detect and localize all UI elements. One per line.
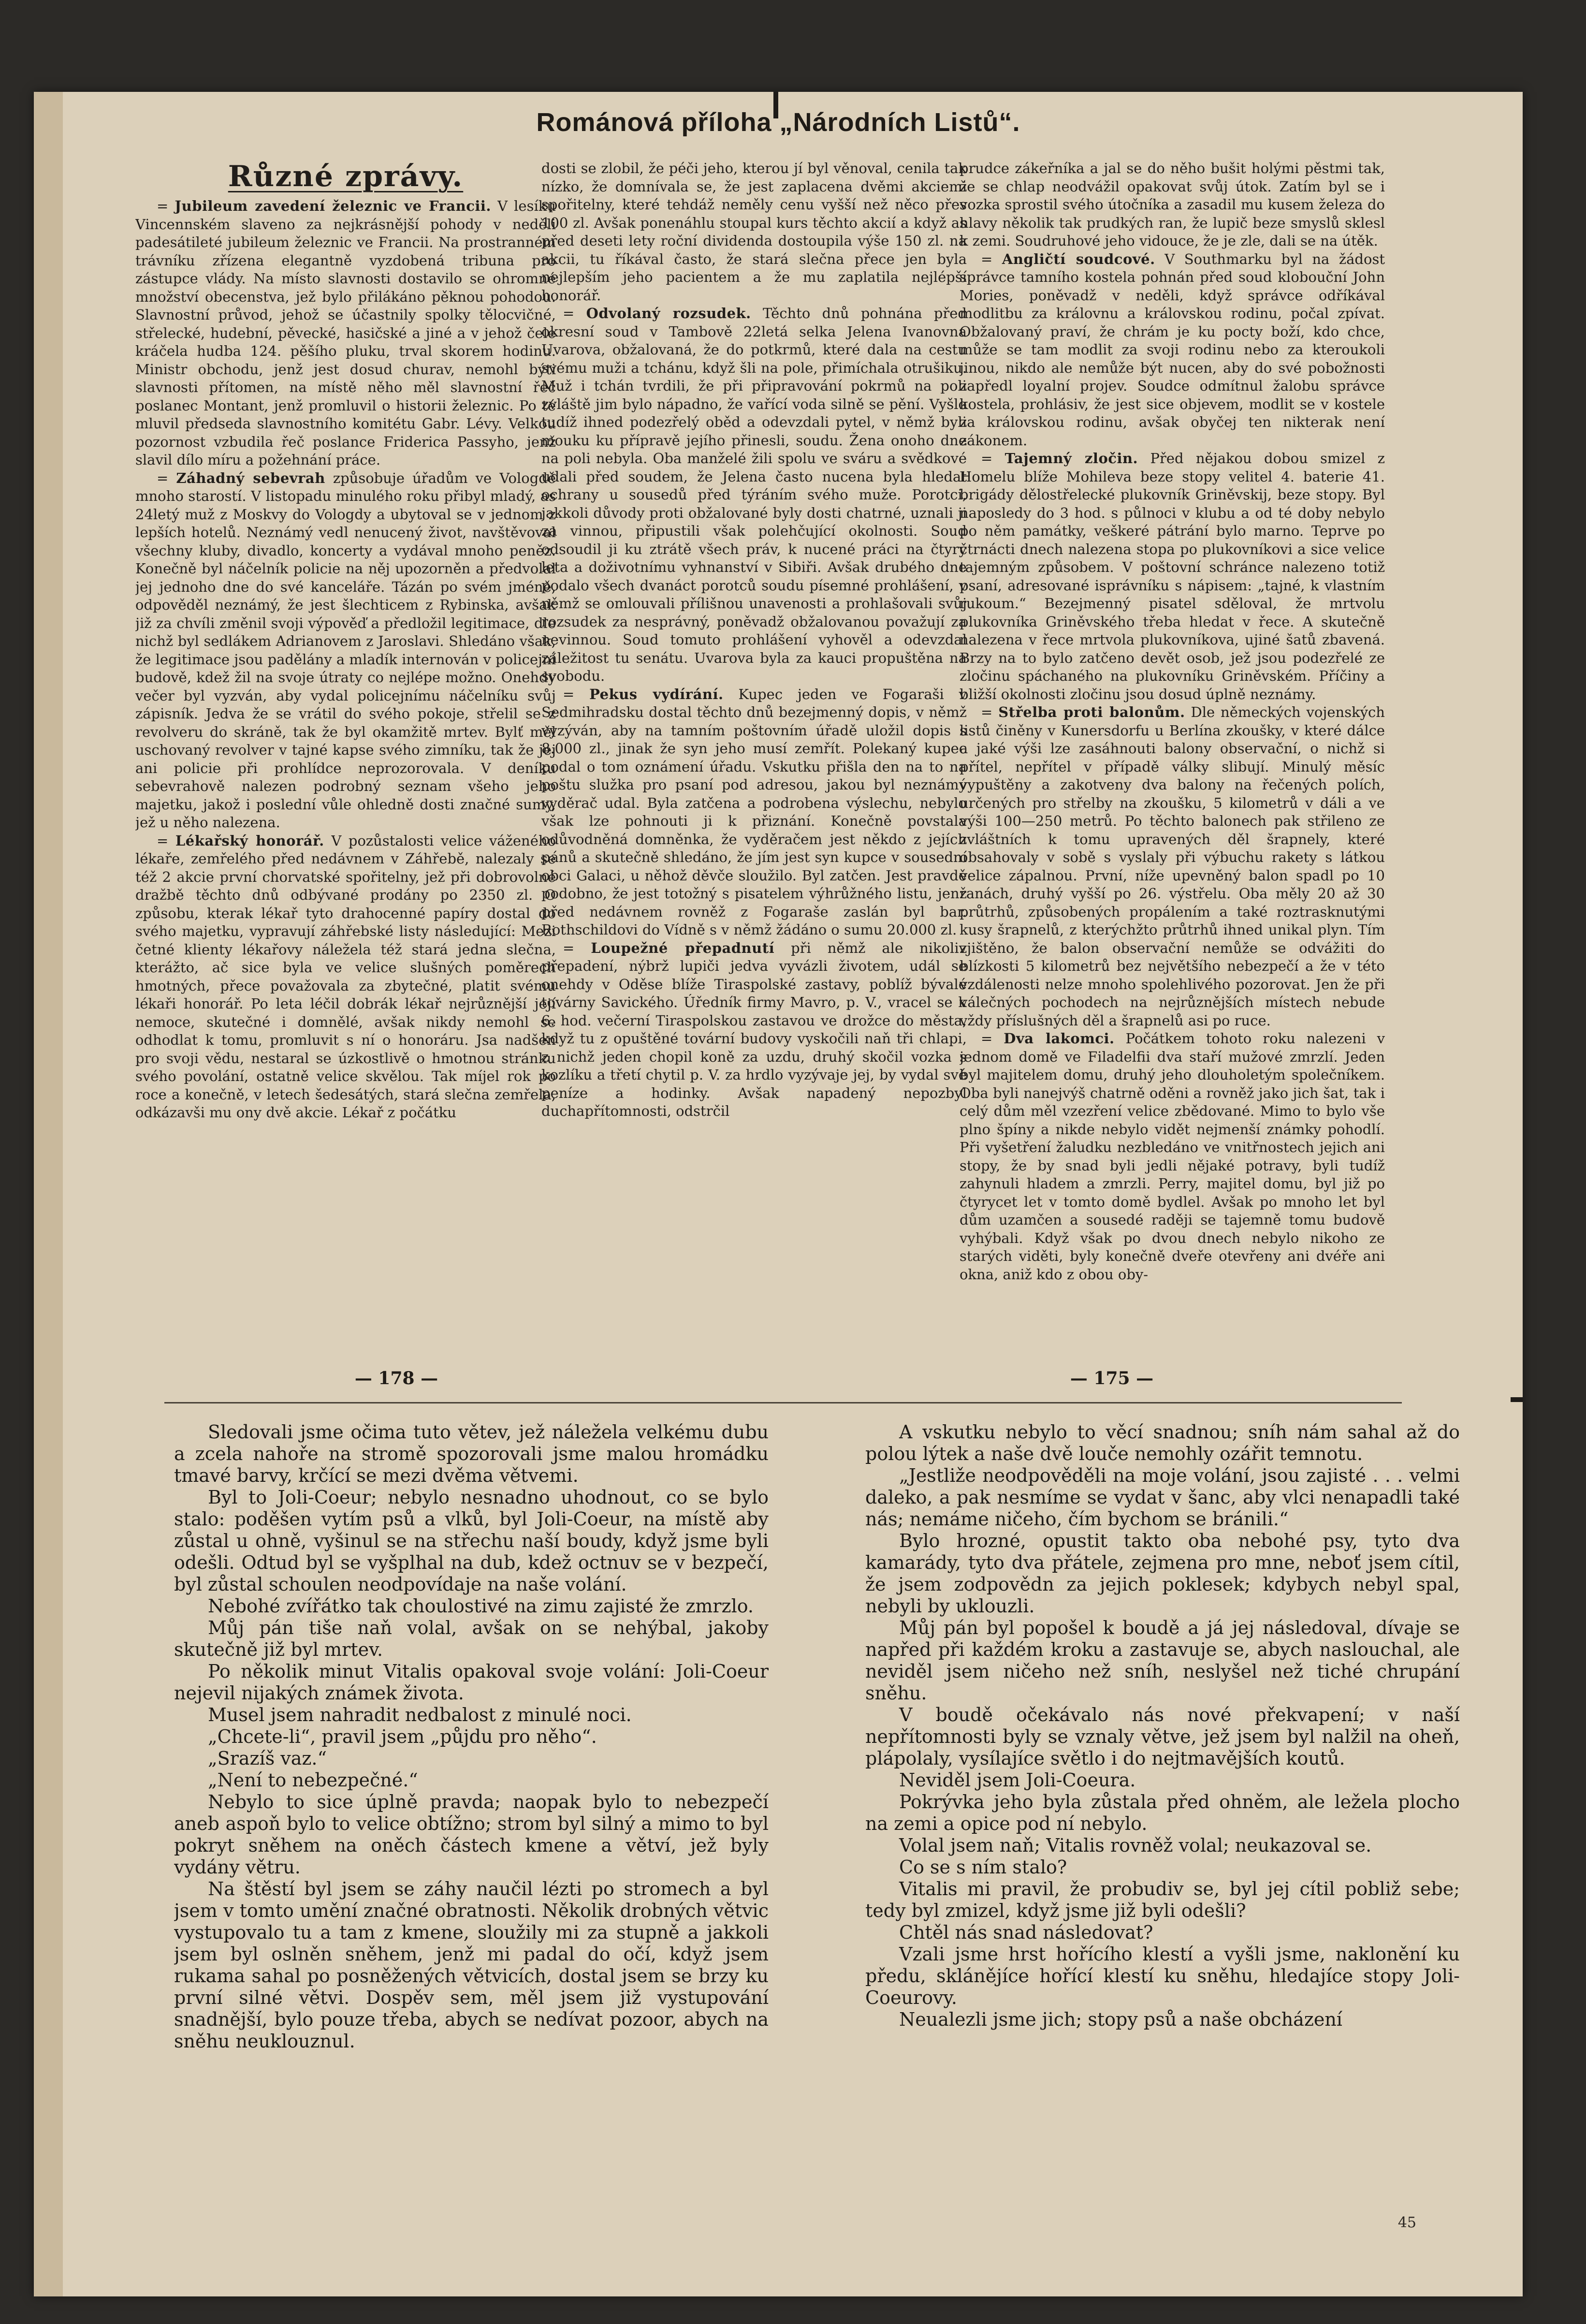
novel-paragraph: Po několik minut Vitalis opakoval svoje volání: Joli-Coeur nejevil nijakých známek života. — [174, 1661, 769, 1704]
novel-paragraph: Můj pán byl popošel k boudě a já jej následoval, dívaje se napřed při každém kroku a zastavuje se, abych naslouchal, ale neviděl jsem ničeho než sníh, neslyšel než tiché chrupání sněhu. — [865, 1617, 1460, 1704]
news-item-text: dosti se zlobil, že péči jeho, kterou jí byl věnoval, cenila tak nízko, že domnívala se, že jest zaplacena dvěmi akciemi spořitelny, které tehdáž neměly cenu vyšší než něco přes 100 zl. Avšak ponenáhlu stoupal kurs těchto akcií a když as před deseti lety roční dividenda dostoupila výše 150 zl. na akcii, tu říkával často, že stará slečna přece jen byla nejlepším jeho pacientem a že mu zaplatila nejlépší honorář. — [541, 160, 967, 304]
news-column-2 — [541, 160, 967, 1359]
fold-rule — [164, 1402, 1402, 1403]
newspaper-page — [34, 92, 1523, 2296]
novel-paragraph: Chtěl nás snad následovat? — [899, 1922, 1153, 1943]
novel-paragraph: Neualezli jsme jich; stopy psů a naše obcházení — [899, 2009, 1342, 2030]
news-item: = Tajemný zločin. Před nějakou dobou smizel z Homelu blíže Mohileva beze stopy velitel 4. baterie 41. brigády dělostřelecké plukovník Griněvskij, beze stopy. Byl naposledy do 3 hod. s půlnoci v klubu a od té doby nebylo po něm památky, veškeré pátrání bylo marno. Teprve po čtrnácti dnech nalezena stopa po plukovníkovi a sice velice tajemným způsobem. V poštovní schránce nalezeno totiž psaní, adresované isprávníku s nápisem: „tajné, k vlastním rukoum.“ Bezejmenný pisatel sděloval, že mrtvolu plukovníka Griněvského třeba hledat v řece. A skutečně nalezena v řece mrtvola plukovníkova, ujiné šatů zbavená. Brzy na to bylo zatčeno devět osob, jež jsou podezřelé ze zločinu spáchaného na plukovníku Griněvském. Příčiny a bližší okolnosti zločinu jsou dosud úplně neznámy. — [960, 450, 1385, 702]
news-item-text: V Southmarku byl na žádost správce tamního kostela pohnán před soud klobouční John Mories, poněvadž v neděli, když správce odříkával modlitbu za královnu a královskou rodinu, počal zpívat. Obžalovaný praví, že chrám je ku pocty boží, kdo chce, může se tam modlit za svoji rodinu nebo za kteroukoli jinou, nikdo ale nemůže být nucen, aby do své pobožnosti zapředl loyalní projev. Soudce odmítnul žalobu správce kostela, prohlásiv, že jest sice objevem, modlit se v kostele za královskou rodinu, avšak obyčej ten nikterak není zákonem. — [960, 250, 1385, 449]
news-item-title: Loupežné přepadnutí — [591, 939, 775, 956]
novel-paragraph: „Není to nebezpečné.“ — [208, 1769, 418, 1791]
novel-paragraph: Sledovali jsme očima tuto větev, jež náležela velkému dubu a zcela nahoře na stromě spozorovali jsme malou hromádku tmavé barvy, krčící se mezi dvěma větvemi. — [174, 1421, 769, 1486]
novel-paragraph: Volal jsem naň; Vitalis rovněž volal; neukazoval se. — [899, 1835, 1372, 1856]
novel-paragraph: Na štěstí byl jsem se záhy naučil lézti po stromech a byl jsem v tomto umění značné obratnosti. Několik drobných větvic vystupovalo tu a tam z kmene, sloužily mi za stupně a jakkoli jsem byl oslněn sněhem, jenž mi padal do očí, když jsem rukama sahal po posněžených větvicích, dostal jsem se brzy ku první silné větvi. Dospěv sem, měl jsem již vystupování snadnější, bylo pouze třeba, abych se nedívat pozoor, abych na sněhu neuklouznul. — [174, 1878, 769, 2052]
news-item-text: prudce zákeřníka a jal se do něho bušit holými pěstmi tak, že se chlap neodvážil opakovat svůj útok. Zatím byl se i vozka sprostil svého útočníka a zasadil mu kusem železa do hlavy několik tak prudkých ran, že lupič beze smyslů sklesl k zemi. Soudruhové jeho vidouce, že je zle, dali se na útěk. — [960, 160, 1385, 249]
novel-paragraph: Pokrývka jeho byla zůstala před ohněm, ale ležela plocho na zemi a opice pod ní nebylo. — [865, 1791, 1460, 1834]
news-item-title: Pekus vydírání. — [589, 686, 724, 702]
news-item-text: Počátkem tohoto roku nalezeni v jednom domě ve Filadelfii dva staří mužové zmrzlí. Jeden byl majitelem domu, druhý jeho dlouholetým společníkem. Oba byli nanejvýš chatrně oděni a rovněž jako jich šat, tak i celý dům měl vzezření velice zbědované. Mimo to bylo vše plno špíny a nikde nebylo vidět nejmenší známky pohodlí. Při vyšetření žaludku nezbledáno ve vnitřnostech jejich ani stopy, že by snad byli jedli nějaké potravy, byli tudíž zahynuli hladem a zmrzli. Perry, majitel domu, byl již po čtyrycet let v tomto domě bydlel. Avšak po mnoho let byl dům uzamčen a sousedé raději se tajemně tomu budově vyhýbali. Když však po dvou dnech nebylo nikoho ze starých viděti, byly konečně dveře otevřeny ani dvéře ani okna, aniž kdo z obou oby- — [960, 1030, 1385, 1283]
news-item: = Lékařský honorář. V pozůstalosti velice váženého lékaře, zemřelého před nedávnem v Záhřebě, nalezaly se též 2 akcie první chorvatské spořitelny, jež při dobrovolné dražbě těchto dnů odbývané prodány po 2350 zl. O způsobu, kterak lékař tyto drahocenné papíry dostal do svého majetku, vypravují záhřebské listy následující: Mezi četné klienty lékařovy náležela též stará jedna slečna, kterážto, ač sice byla ve velice slušných poměrech hmotných, přece považovala za zbytečné, platit svému lékaři honorář. Po leta léčil dobrák lékař nejrůznější její nemoce, skutečné i domnělé, avšak nikdy nemohl se odhodlat k tomu, promluvit s ní o honoráru. Jsa nadšen pro svoji vědu, nestaral se úzkostlivě o hmotnou stránku svého povolání, ostatně velice skvělou. Tak míjel rok po roce a konečně, v letech šedesátých, stará slečna zemřela, odkázavši mu ony dvě akcie. Lékař z počátku — [135, 832, 556, 1121]
news-item-text: V pozůstalosti velice váženého lékaře, zemřelého před nedávnem v Záhřebě, nalezaly se též 2 akcie první chorvatské spořitelny, jež při dobrovolné dražbě těchto dnů odbývané prodány po 2350 zl. O způsobu, kterak lékař tyto drahocenné papíry dostal do svého majetku, vypravují záhřebské listy následující: Mezi četné klienty lékařovy náležela též stará jedna slečna, kterážto, ač sice byla ve velice slušných poměrech hmotných, přece považovala za zbytečné, platit svému lékaři honorář. Po leta léčil dobrák lékař nejrůznější její nemoce, skutečné i domnělé, avšak nikdy nemohl se odhodlat k tomu, promluvit s ní o honoráru. Jsa nadšen pro svoji vědu, nestaral se úzkostlivě o hmotnou stránku svého povolání, ostatně velice skvělou. Tak míjel rok po roce a konečně, v letech šedesátých, stará slečna zemřela, odkázavši mu ony dvě akcie. Lékař z počátku — [135, 832, 556, 1121]
novel-paragraph: Bylo hrozné, opustit takto oba nebohé psy, tyto dva kamarády, tyto dva přátele, zejmena pro mne, neboť jsem cítil, že jsem zodpovědn za jejich poklesek; kdybych nebyl spal, nebyli by uklouzli. — [865, 1530, 1460, 1617]
page-edge-shadow — [34, 92, 63, 2296]
news-item-title: Dva lakomci. — [1004, 1030, 1115, 1047]
novel-paragraph: Neviděl jsem Joli-Coeura. — [899, 1769, 1136, 1791]
news-item-text: V lesíku Vincennském slaveno za nejkrásnější pohody v neděli padesátileté jubileum železnic ve Francii. Na prostranném trávníku zřízena elegantně vyzdobená tribuna pro zástupce vlády. Na místo slavnosti dostavilo se ohromné množství obecenstva, jež bylo přilákáno pěknou pohodou. Slavnostní průvod, jehož se účastnily spolky tělocvičné, střelecké, hudební, pěvecké, hasičské a jiné a v jehož čele kráčela hudba 124. pěšího pluku, trval skorem hodinu. Ministr obchodu, jenž jest dosud churav, nemohl býti slavnosti přítomen, na místě něho měl slavnostní řeč poslanec Montant, jenž promluvil o historii železnic. Po té mluvil předseda slavnostního komitétu Gabr. Lévy. Velkou pozornost vzbudila řeč poslance Friderica Passyho, jenž slavil dílo míru a požehnání práce. — [135, 198, 556, 468]
news-item: = Pekus vydírání. Kupec jeden ve Fogaraši v Sedmihradsku dostal těchto dnů bezejmenný dopis, v němž vyzýván, aby na tamním poštovním úřadě uložil dopis s 8.000 zl., jinak že syn jeho musí zemřít. Polekaný kupec podal o tom oznámení úřadu. Vskutku přišla den na to na poštu služka pro psaní pod adresou, jakou byl neznámý vyděrač udal. Byla zatčena a podrobena výslechu, nebylo však lze pohnouti ji k přiznání. Konečně povstala odůvodněná domněnka, že vyděračem jest někdo z jejích pánů a skutečně shledáno, že jím jest syn kupce v sousední obci Galaci, u něhož děvče sloužilo. Byl zatčen. Jest pravdě podobno, že jest totožný s pisatelem výhrůžného listu, jenž před nedávnem rovněž z Fogaraše zaslán byl bar. Rothschildovi do Vídně s v němž žádáno o sumu 20.000 zl. — [541, 686, 967, 938]
news-item-title: Angličtí soudcové. — [1002, 250, 1155, 267]
novel-paragraph: Co se s ním stalo? — [899, 1856, 1067, 1878]
news-item: = Jubileum zavedení železnic ve Francii. V lesíku Vincennském slaveno za nejkrásnější pohody v neděli padesátileté jubileum železnic ve Francii. Na prostranném trávníku zřízena elegantně vyzdobená tribuna pro zástupce vlády. Na místo slavnosti dostavilo se ohromné množství obecenstva, jež bylo přilákáno pěknou pohodou. Slavnostní průvod, jehož se účastnily spolky tělocvičné, střelecké, hudební, pěvecké, hasičské a jiné a v jehož čele kráčela hudba 124. pěšího pluku, trval skorem hodinu. Ministr obchodu, jenž jest dosud churav, nemohl býti slavnosti přítomen, na místě něho měl slavnostní řeč poslanec Montant, jenž promluvil o historii železnic. Po té mluvil předseda slavnostního komitétu Gabr. Lévy. Velkou pozornost vzbudila řeč poslance Friderica Passyho, jenž slavil dílo míru a požehnání práce. — [135, 198, 556, 468]
section-title: Různé zprávy. — [228, 160, 464, 193]
news-item-text: Dle německých vojenských listů činěny v Kunersdorfu u Berlína zkoušky, v které dálce a jaké výši lze zasáhnouti balony observační, o nichž si přítel, nepřítel v případě války slibují. Minulý měsíc vypuštěny a zakotveny dva balony na řečených polích, určených pro střelby na zkoušku, 5 kilometrů v dáli a ve výši 100—250 metrů. Po těchto balonech pak střileno ze zvláštních k tomu upravených děl šrapnely, které obsahovaly v sobě s vyslaly při výbuchu rakety s látkou velice zápalnou. První, níže upevněný balon spadl po 10 ranách, druhý vyšší po 26. výstřelu. Oba měly 20 až 30 průtrhů, způsobených propálením a také roztrasknutými kusy šrapnelů, z kterýchžto průtrhů ihned unikal plyn. Tím zjištěno, že balon observační nemůže se odvážiti do blízkosti 5 kilometrů bez největšího nebezpečí a že v této vzdálenosti nelze mnoho spolehlivého pozorovat. Jen že při válečných pochodech na nejrůznějších místech nebude vždy příslušných děl a šrapnelů asi po ruce. — [960, 704, 1385, 1029]
news-item-title: Tajemný zločin. — [1004, 450, 1138, 467]
news-item: = Dva lakomci. Počátkem tohoto roku nalezeni v jednom domě ve Filadelfii dva staří mužové zmrzlí. Jeden byl majitelem domu, druhý jeho dlouholetým společníkem. Oba byli nanejvýš chatrně oděni a rovněž jako jich šat, tak i celý dům měl vzezření velice zbědované. Mimo to bylo vše plno špíny a nikde nebylo vidět nejmenší známky pohodlí. Při vyšetření žaludku nezbledáno ve vnitřnostech jejich ani stopy, že by snad byli jedli nějaké potravy, byli tudíž zahynuli hladem a zmrzli. Perry, majitel domu, byl již po čtyrycet let v tomto domě bydlel. Avšak po mnoho let byl dům uzamčen a sousedé raději se tajemně tomu budově vyhýbali. Když však po dvou dnech nebylo nikoho ze starých viděti, byly konečně dveře otevřeny ani dvéře ani okna, aniž kdo z obou oby- — [960, 1030, 1385, 1283]
novel-paragraph: „Jestliže neodpověděli na moje volání, jsou zajisté . . . velmi daleko, a pak nesmíme se vydat v šanc, aby vlci nenapadli také nás; nemáme ničeho, čím bychom se bránili.“ — [865, 1465, 1460, 1530]
news-item: = Střelba proti balonům. Dle německých vojenských listů činěny v Kunersdorfu u Berlína zkoušky, v které dálce a jaké výši lze zasáhnouti balony observační, o nichž si přítel, nepřítel v případě války slibují. Minulý měsíc vypuštěny a zakotveny dva balony na řečených polích, určených pro střelby na zkoušku, 5 kilometrů v dáli a ve výši 100—250 metrů. Po těchto balonech pak střileno ze zvláštních k tomu upravených děl šrapnely, které obsahovaly v sobě s vyslaly při výbuchu rakety s látkou velice zápalnou. První, níže upevněný balon spadl po 10 ranách, druhý vyšší po 26. výstřelu. Oba měly 20 až 30 průtrhů, způsobených propálením a také roztrasknutými kusy šrapnelů, z kterýchžto průtrhů ihned unikal plyn. Tím zjištěno, že balon observační nemůže se odvážiti do blízkosti 5 kilometrů bez největšího nebezpečí a že v této vzdálenosti nelze mnoho spolehlivého pozorovat. Jen že při válečných pochodech na nejrůznějších místech nebude vždy příslušných děl a šrapnelů asi po ruce. — [960, 704, 1385, 1029]
crop-mark — [1511, 1397, 1523, 1402]
novel-paragraph: Nebylo to sice úplně pravda; naopak bylo to nebezpečí aneb aspoň bylo to velice obtížno; strom byl silný a mimo to byl pokryt sněhem na oněch částech kmene a větví, jež byly vydány větru. — [174, 1791, 769, 1878]
news-item-title: Odvolaný rozsudek. — [586, 305, 751, 322]
novel-paragraph: Musel jsem nahradit nedbalost z minulé noci. — [208, 1704, 632, 1725]
novel-paragraph: Byl to Joli-Coeur; nebylo nesnadno uhodnout, co se bylo stalo: poděšen vytím psů a vlků, byl Joli-Coeur, na místě aby zůstal u ohně, vyšinul se na střechu naší boudy, když jsme byli odešli. Odtud byl se vyšplhal na dub, kdež octnuv se v bezpečí, byl zůstal schoulen neodpovídaje na naše volání. — [174, 1487, 769, 1595]
news-item-title: Lékařský honorář. — [175, 832, 324, 849]
news-item-title: Záhadný sebevrah — [176, 469, 325, 486]
news-item: = Loupežné přepadnutí při němž ale nikoliv přepadení, nýbrž lupiči jedva vyvázli životem, udál se onehdy v Oděse blíže Tiraspolské zastavy, poblíž bývalé továrny Savického. Úředník firmy Mavro, p. V., vracel se k 6. hod. večerní Tiraspolskou zastavou ve drožce do města, když tu z opuštěné tovární budovy vyskočili naň tři chlapi, z nichž jeden chopil koně za uzdu, druhý skočil vozka s kozlíku a třetí chytil p. V. za hrdlo vyzývaje jej, by vydal své peníze a hodinky. Avšak napadený nepozbyl duchapřítomnosti, odstrčil — [541, 939, 967, 1119]
novel-column-left — [174, 1421, 769, 2214]
novel-paragraph: „Chcete-li“, pravil jsem „půjdu pro něho“. — [208, 1726, 597, 1747]
news-item-text: způsobuje úřadům ve Vologdě mnoho starostí. V listopadu minulého roku přibyl mladý, as 24letý muž z Moskvy do Vologdy a ubytoval se v jednom z lepších hotelů. Neznámý vedl nenucený život, navštěvoval všechny kluby, divadlo, koncerty a vydával mnoho peněz. Konečně byl náčelník policie na něj upozorněn a předvolal jej jednoho dne do své kanceláře. Tázán po svém jméně, odpověděl neznámý, že jest šlechticem z Rybinska, avšak již za chvíli změnil svoji výpověď a předložil legitimace, dle nichž byl sedlákem Adrianovem z Jaroslavi. Shledáno však, že legitimace jsou padělány a mladík internován v policejní budově, kdež žil na svoje útraty co nejlépe možno. Onehdy večer byl vyzván, aby vydal policejnímu náčelníku svůj zápisník. Jedva že se vrátil do svého pokoje, střelil se z revolveru do skráně, tak že byl okamžitě mrtev. Bylť měl uschovaný revolver v tajné kapse svého zimníku, tak že jej ani policie při prohlídce neprozorovala. V deníku sebevrahově nalezen podrobný seznam všeho jeho majetku, jakož i poslední vůle ohledně dosti značné sumy, jež u něho nalezena. — [135, 469, 556, 831]
news-item-title: Jubileum zavedení železnic ve Francii. — [175, 198, 491, 214]
news-item-text: Těchto dnů pohnána před okresní soud v Tambově 22letá selka Jelena Ivanovna Uvarova, obžalovaná, že do potkrmů, které dala na cestu svému muži a tchánu, když šli na pole, přimíchala otrušiku. Muž i tchán tvrdili, že při připravování pokrmů na poli zvláště jim bylo nápadno, že vařící voda silně se pění. Vyšlo tudíž ihned podezřelý oběd a odevzdali pytel, v němž byli mouku ku přípravě jejího přinesli, soudu. Žena onoho dne na poli nebyla. Oba manželé žili spolu ve sváru a svědkové udali před soudem, že Jelena často nucena byla hledat ochrany u sousedů před týráním svého muže. Porotci, jakkoli důvody proti obžalované byly dosti chatrné, uznali ji za vinnou, připustili však polehčující okolnosti. Soud odsoudil ji ku ztrátě všech práv, k nucené práci na čtyry leta a doživotnímu vyhnanství v Sibiři. Avšak drubého dne podalo všech dvanáct porotců soudu písemné prohlášení, v němž se omlouvali přílišnou unavenosti a prohlašovali svůj rozsudek za nesprávný, poněvadž obžalovanou považují za nevinnou. Soud tomuto prohlášení vyhověl a odevzdal záležitost tu senátu. Uvarova byla za kauci propuštěna na svobodu. — [541, 305, 967, 684]
news-item: = Angličtí soudcové. V Southmarku byl na žádost správce tamního kostela pohnán před soud klobouční John Mories, poněvadž v neděli, když správce odříkával modlitbu za královnu a královskou rodinu, počal zpívat. Obžalovaný praví, že chrám je ku pocty boží, kdo chce, může se tam modlit za svoji rodinu nebo za kteroukoli jinou, nikdo ale nemůže být nucen, aby do své pobožnosti zapředl loyalní projev. Soudce odmítnul žalobu správce kostela, prohlásiv, že jest sice objevem, modlit se v kostele za královskou rodinu, avšak obyčej ten nikterak není zákonem. — [960, 250, 1385, 449]
novel-paragraph: Vitalis mi pravil, že probudiv se, byl jej cítil pobliž sebe; tedy byl zmizel, když jsme již byli odešli? — [865, 1878, 1460, 1921]
novel-paragraph: „Srazíš vaz.“ — [208, 1748, 327, 1769]
novel-paragraph: Vzali jsme hrst hořícího klestí a vyšli jsme, naklonění ku předu, sklánějíce hořící klestí ku sněhu, hledajíce stopy Joli-Coeurovy. — [865, 1944, 1460, 2008]
novel-paragraph: A vskutku nebylo to věcí snadnou; sníh nám sahal až do polou lýtek a naše dvě louče nemohly ozářit temnotu. — [865, 1421, 1460, 1464]
news-item-title: Střelba proti balonům. — [998, 704, 1185, 720]
news-item-text: Před nějakou dobou smizel z Homelu blíže Mohileva beze stopy velitel 4. baterie 41. brigády dělostřelecké plukovník Griněvskij, beze stopy. Byl naposledy do 3 hod. s půlnoci v klubu a od té doby nebylo po něm památky, veškeré pátrání bylo marno. Teprve po čtrnácti dnech nalezena stopa po plukovníkovi a sice velice tajemným způsobem. V poštovní schránce nalezeno totiž psaní, adresované isprávníku s nápisem: „tajné, k vlastním rukoum.“ Bezejmenný pisatel sděloval, že mrtvolu plukovníka Griněvského třeba hledat v řece. A skutečně nalezena v řece mrtvola plukovníkova, ujiné šatů zbavená. Brzy na to bylo zatčeno devět osob, jež jsou podezřelé ze zločinu spáchaného na plukovníku Griněvském. Příčiny a bližší okolnosti zločinu jsou dosud úplně neznámy. — [960, 450, 1385, 702]
novel-paragraph: Můj pán tiše naň volal, avšak on se nehýbal, jakoby skutečně již byl mrtev. — [174, 1617, 769, 1660]
novel-paragraph: Nebohé zvířátko tak choulostivé na zimu zajisté že zmrzlo. — [208, 1595, 754, 1617]
novel-paragraph: V boudě očekávalo nás nové překvapení; v naší nepřítomnosti byly se vznaly větve, jež jsem byl nalžil na oheň, plápolaly, vysílajíce světlo i do nejtmavějších koutů. — [865, 1704, 1460, 1769]
page-number-right: — 175 — — [1070, 1368, 1154, 1389]
news-column-3 — [960, 160, 1385, 1359]
page-number-left: — 178 — — [354, 1368, 438, 1389]
news-item: = Odvolaný rozsudek. Těchto dnů pohnána před okresní soud v Tambově 22letá selka Jelena Ivanovna Uvarova, obžalovaná, že do potkrmů, které dala na cestu svému muži a tchánu, když šli na pole, přimíchala otrušiku. Muž i tchán tvrdili, že při připravování pokrmů na poli zvláště jim bylo nápadno, že vařící voda silně se pění. Vyšlo tudíž ihned podezřelý oběd a odevzdali pytel, v němž byli mouku ku přípravě jejího přinesli, soudu. Žena onoho dne na poli nebyla. Oba manželé žili spolu ve sváru a svědkové udali před soudem, že Jelena často nucena byla hledat ochrany u sousedů před týráním svého muže. Porotci, jakkoli důvody proti obžalované byly dosti chatrné, uznali ji za vinnou, připustili však polehčující okolnosti. Soud odsoudil ji ku ztrátě všech práv, k nucené práci na čtyry leta a doživotnímu vyhnanství v Sibiři. Avšak drubého dne podalo všech dvanáct porotců soudu písemné prohlášení, v němž se omlouvali přílišnou unavenosti a prohlašovali svůj rozsudek za nesprávný, poněvadž obžalovanou považují za nevinnou. Soud tomuto prohlášení vyhověl a odevzdal záležitost tu senátu. Uvarova byla za kauci propuštěna na svobodu. — [541, 305, 967, 684]
news-item — [960, 160, 1385, 250]
news-item — [541, 160, 967, 305]
news-column-1 — [135, 160, 556, 1359]
sheet-number: 45 — [1397, 2214, 1416, 2231]
news-item-text: při němž ale nikoliv přepadení, nýbrž lupiči jedva vyvázli životem, udál se onehdy v Oděse blíže Tiraspolské zastavy, poblíž bývalé továrny Savického. Úředník firmy Mavro, p. V., vracel se k 6. hod. večerní Tiraspolskou zastavou ve drožce do města, když tu z opuštěné tovární budovy vyskočili naň tři chlapi, z nichž jeden chopil koně za uzdu, druhý skočil vozka s kozlíku a třetí chytil p. V. za hrdlo vyzývaje jej, by vydal své peníze a hodinky. Avšak napadený nepozbyl duchapřítomnosti, odstrčil — [541, 939, 967, 1119]
news-item-text: Kupec jeden ve Fogaraši v Sedmihradsku dostal těchto dnů bezejmenný dopis, v němž vyzýván, aby na tamním poštovním úřadě uložil dopis s 8.000 zl., jinak že syn jeho musí zemřít. Polekaný kupec podal o tom oznámení úřadu. Vskutku přišla den na to na poštu služka pro psaní pod adresou, jakou byl neznámý vyděrač udal. Byla zatčena a podrobena výslechu, nebylo však lze pohnouti ji k přiznání. Konečně povstala odůvodněná domněnka, že vyděračem jest někdo z jejích pánů a skutečně shledáno, že jím jest syn kupce v sousední obci Galaci, u něhož děvče sloužilo. Byl zatčen. Jest pravdě podobno, že jest totožný s pisatelem výhrůžného listu, jenž před nedávnem rovněž z Fogaraše zaslán byl bar. Rothschildovi do Vídně s v němž žádáno o sumu 20.000 zl. — [541, 686, 967, 938]
page-header: Románová příloha „Národních Listů“. — [536, 108, 1020, 137]
novel-column-right — [865, 1421, 1460, 2214]
news-item: = Záhadný sebevrah způsobuje úřadům ve Vologdě mnoho starostí. V listopadu minulého roku přibyl mladý, as 24letý muž z Moskvy do Vologdy a ubytoval se v jednom z lepších hotelů. Neznámý vedl nenucený život, navštěvoval všechny kluby, divadlo, koncerty a vydával mnoho peněz. Konečně byl náčelník policie na něj upozorněn a předvolal jej jednoho dne do své kanceláře. Tázán po svém jméně, odpověděl neznámý, že jest šlechticem z Rybinska, avšak již za chvíli změnil svoji výpověď a předložil legitimace, dle nichž byl sedlákem Adrianovem z Jaroslavi. Shledáno však, že legitimace jsou padělány a mladík internován v policejní budově, kdež žil na svoje útraty co nejlépe možno. Onehdy večer byl vyzván, aby vydal policejnímu náčelníku svůj zápisník. Jedva že se vrátil do svého pokoje, střelil se z revolveru do skráně, tak že byl okamžitě mrtev. Bylť měl uschovaný revolver v tajné kapse svého zimníku, tak že jej ani policie při prohlídce neprozorovala. V deníku sebevrahově nalezen podrobný seznam všeho jeho majetku, jakož i poslední vůle ohledně dosti značné sumy, jež u něho nalezena. — [135, 469, 556, 831]
